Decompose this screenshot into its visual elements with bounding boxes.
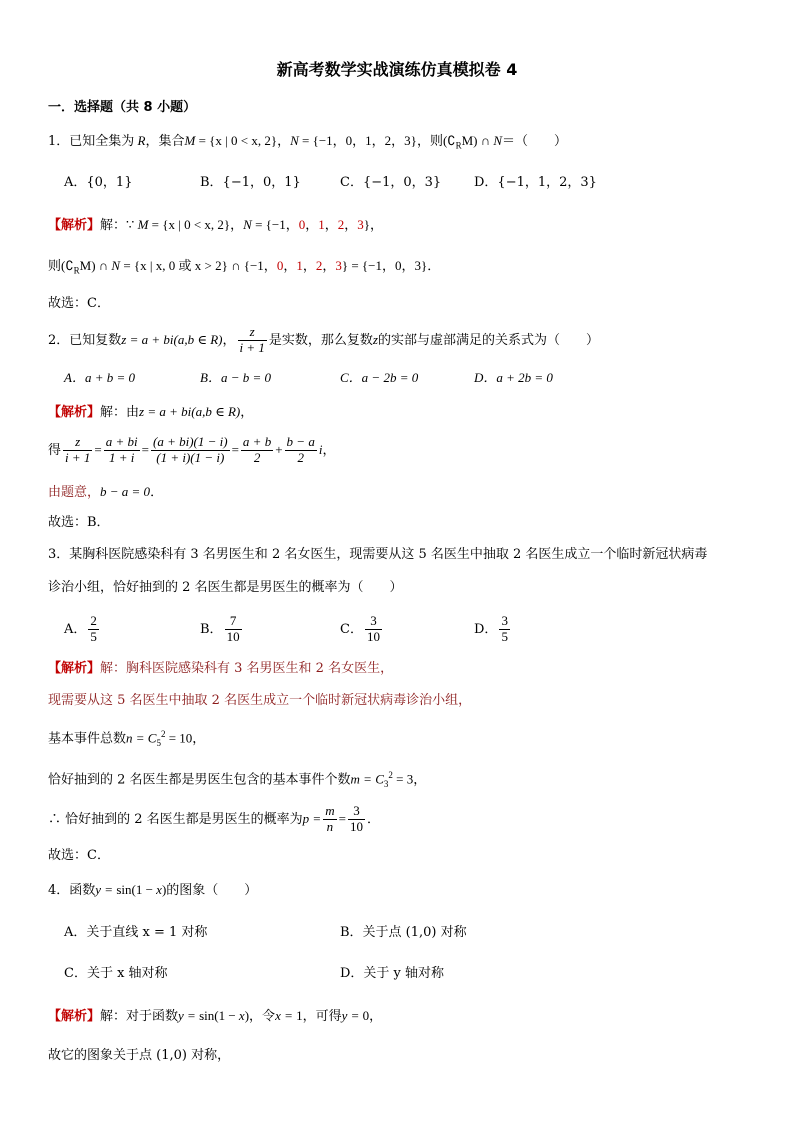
q1-solution-line2: 则$(∁_RM)$ ∩ N = {x | x, 0 或 x > 2} ∩ {−1，0，1，2，3} = {−1，0，3}． xyxy=(48,258,441,276)
q4-stem: 4．函数y = sin(1 − x)的图象（ ） xyxy=(48,882,258,898)
q1-answer: 故选：C． xyxy=(48,296,110,311)
q3-solution-line3: 基本事件总数$n = C_5^2 = 10$， xyxy=(48,729,206,748)
q3-stem-line1: 3．某胸科医院感染科有 3 名男医生和 2 名女医生，现需要从这 5 名医生中抽取 2 名医生成立一个临时新冠状病毒 xyxy=(48,547,708,562)
q3-solution-line4: 恰好抽到的 2 名医生都是男医生包含的基本事件个数$m = C_3^2 = 3$， xyxy=(48,770,427,789)
q3-option-d: D． $\frac{3}{5}$ xyxy=(474,613,508,644)
analysis-tag: 【解析】 xyxy=(48,218,101,233)
q4-option-d: D．关于 y 轴对称 xyxy=(340,966,445,981)
q3-answer: 故选：C． xyxy=(48,848,110,863)
q2-stem: 2．已知复数z = a + bi(a,b ∈ R)， $\frac{z}{i + 1}$ 是实数，那么复数z的实部与虚部满足的关系式为（ ） xyxy=(48,324,599,355)
analysis-tag: 【解析】 xyxy=(48,405,101,420)
q1-option-a: A．{0，1} xyxy=(64,175,133,190)
analysis-tag: 【解析】 xyxy=(48,1009,101,1024)
q1-stem: 1．已知全集为 R，集合M = {x | 0 < x, 2}，N = {−1，0，1，2，3}，则$(∁_RM)$ ∩ N＝（ ） xyxy=(48,133,568,151)
q1-option-c: C．{−1，0，3} xyxy=(340,175,442,190)
q2-option-b: B．a − b = 0 xyxy=(200,370,271,385)
q4-solution-line1: 【解析】解：对于函数y = sin(1 − x)，令x = 1，可得y = 0， xyxy=(48,1008,383,1024)
q3-solution-line5: ∴ 恰好抽到的 2 名医生都是男医生的概率为p = $\frac{m}{n}$ = $\frac{3}{10}$ ． xyxy=(48,803,380,834)
q3-stem-line2: 诊治小组，恰好抽到的 2 名医生都是男医生的概率为（ ） xyxy=(48,580,403,595)
q1-solution-line1: 【解析】解：∵ M = {x | 0 < x, 2}，N = {−1，0，1，2，3}， xyxy=(48,217,384,233)
q3-option-c: C． $\frac{3}{10}$ xyxy=(340,613,380,644)
q2-solution-line1: 【解析】解：由z = a + bi(a,b ∈ R)， xyxy=(48,404,254,420)
q3-option-b: B． $\frac{7}{10}$ xyxy=(200,613,240,644)
q1-option-b: B．{−1，0，1} xyxy=(200,175,301,190)
q2-solution-line2: 得 $\frac{z}{i + 1}$ = $\frac{a + bi}{1 + i}$ = $\frac{(a + bi)(1 - i)}{(1 + i)(1 - i)}$ = $\frac{a + b}{2}$ + $\frac{b - a}{2}$ i， xyxy=(48,434,336,465)
q2-option-c: C．a − 2b = 0 xyxy=(340,370,419,385)
q3-solution-line2: 现需要从这 5 名医生中抽取 2 名医生成立一个临时新冠状病毒诊治小组， xyxy=(48,693,472,708)
q2-option-a: A．a + b = 0 xyxy=(64,370,135,385)
q4-option-c: C．关于 x 轴对称 xyxy=(64,966,168,981)
q3-option-a: A． $\frac{2}{5}$ xyxy=(64,613,97,644)
q1-option-d: D．{−1，1，2，3} xyxy=(474,175,597,190)
q4-solution-line2: 故它的图象关于点 (1,0) 对称， xyxy=(48,1048,231,1063)
q3-solution-line1: 【解析】解：胸科医院感染科有 3 名男医生和 2 名女医生， xyxy=(48,661,394,676)
section-heading: 一．选择题（共 8 小题） xyxy=(48,100,197,115)
q4-option-b: B．关于点 (1,0) 对称 xyxy=(340,925,467,940)
page-title: 新高考数学实战演练仿真模拟卷 4 xyxy=(276,60,518,79)
q2-option-d: D．a + 2b = 0 xyxy=(474,370,553,385)
analysis-tag: 【解析】 xyxy=(48,661,101,676)
q2-answer: 故选：B． xyxy=(48,515,110,530)
q2-solution-line3: 由题意，b − a = 0． xyxy=(48,484,164,500)
q4-option-a: A．关于直线 x = 1 对称 xyxy=(64,925,208,940)
